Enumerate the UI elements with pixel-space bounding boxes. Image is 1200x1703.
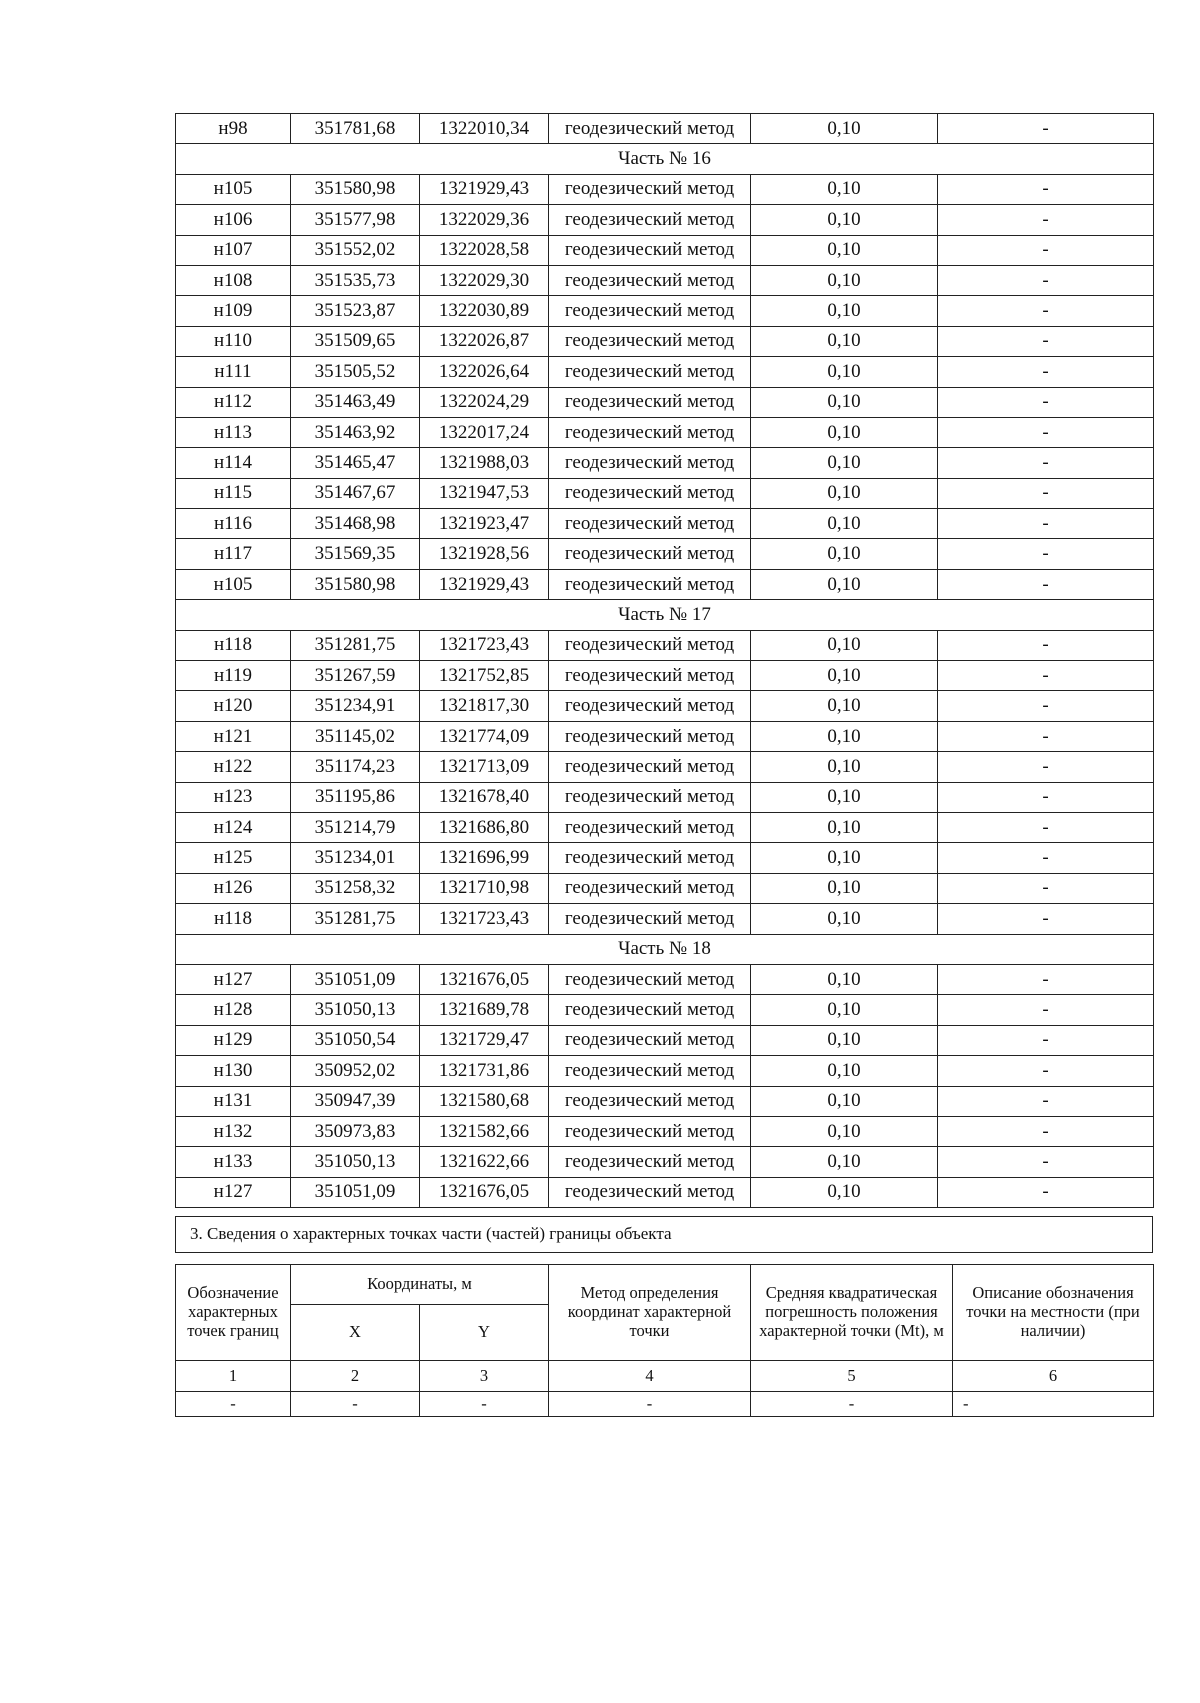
method-cell: геодезический метод — [549, 478, 751, 508]
method-cell: геодезический метод — [549, 1116, 751, 1146]
y-cell: 1321923,47 — [420, 509, 549, 539]
y-cell: 1321731,86 — [420, 1056, 549, 1086]
point-cell: н106 — [176, 205, 291, 235]
point-cell: н105 — [176, 569, 291, 599]
table-row — [176, 357, 1154, 387]
table-row — [176, 1177, 1154, 1207]
y-cell: 1321729,47 — [420, 1025, 549, 1055]
method-cell: геодезический метод — [549, 812, 751, 842]
point-cell: н126 — [176, 873, 291, 903]
x-cell: 351281,75 — [291, 630, 420, 660]
accuracy-cell: 0,10 — [751, 114, 938, 144]
x-cell: 351577,98 — [291, 205, 420, 235]
description-cell: - — [938, 1116, 1154, 1146]
description-cell: - — [938, 569, 1154, 599]
description-cell: - — [938, 752, 1154, 782]
point-cell: н109 — [176, 296, 291, 326]
y-cell: 1321710,98 — [420, 873, 549, 903]
y-cell: 1321928,56 — [420, 539, 549, 569]
point-cell: н127 — [176, 964, 291, 994]
point-cell: н117 — [176, 539, 291, 569]
y-cell: 1321686,80 — [420, 812, 549, 842]
x-cell: 351465,47 — [291, 448, 420, 478]
accuracy-cell: 0,10 — [751, 843, 938, 873]
table-row — [176, 995, 1154, 1025]
table-row — [176, 904, 1154, 934]
description-cell: - — [938, 691, 1154, 721]
accuracy-cell: 0,10 — [751, 417, 938, 447]
description-cell: - — [938, 812, 1154, 842]
header-method: Метод определения координат характерной точки — [549, 1265, 751, 1361]
x-cell: 351051,09 — [291, 1177, 420, 1207]
accuracy-cell: 0,10 — [751, 1177, 938, 1207]
table-row — [176, 569, 1154, 599]
table-row — [176, 296, 1154, 326]
method-cell: геодезический метод — [549, 873, 751, 903]
point-cell: н132 — [176, 1116, 291, 1146]
description-cell: - — [938, 661, 1154, 691]
method-cell: геодезический метод — [549, 569, 751, 599]
x-cell: 351234,91 — [291, 691, 420, 721]
description-cell: - — [938, 205, 1154, 235]
description-cell: - — [938, 1177, 1154, 1207]
accuracy-cell: 0,10 — [751, 1025, 938, 1055]
point-cell: н111 — [176, 357, 291, 387]
part-title: Часть № 17 — [176, 600, 1154, 630]
empty-cell: - — [291, 1392, 420, 1417]
x-cell: 351145,02 — [291, 721, 420, 751]
x-cell: 351523,87 — [291, 296, 420, 326]
table-row — [176, 812, 1154, 842]
description-cell: - — [938, 721, 1154, 751]
description-cell: - — [938, 1056, 1154, 1086]
method-cell: геодезический метод — [549, 1056, 751, 1086]
y-cell: 1321947,53 — [420, 478, 549, 508]
y-cell: 1321713,09 — [420, 752, 549, 782]
table-row — [176, 205, 1154, 235]
description-cell: - — [938, 964, 1154, 994]
description-cell: - — [938, 387, 1154, 417]
point-cell: н121 — [176, 721, 291, 751]
part-title: Часть № 16 — [176, 144, 1154, 174]
point-cell: н122 — [176, 752, 291, 782]
method-cell: геодезический метод — [549, 964, 751, 994]
accuracy-cell: 0,10 — [751, 296, 938, 326]
point-cell: н112 — [176, 387, 291, 417]
table-row — [176, 265, 1154, 295]
table-row — [176, 1086, 1154, 1116]
table-row — [176, 417, 1154, 447]
coordinates-table — [175, 113, 1154, 1208]
point-cell: н120 — [176, 691, 291, 721]
method-cell: геодезический метод — [549, 235, 751, 265]
method-cell: геодезический метод — [549, 752, 751, 782]
point-cell: н105 — [176, 174, 291, 204]
description-cell: - — [938, 265, 1154, 295]
method-cell: геодезический метод — [549, 1086, 751, 1116]
method-cell: геодезический метод — [549, 205, 751, 235]
method-cell: геодезический метод — [549, 448, 751, 478]
method-cell: геодезический метод — [549, 326, 751, 356]
y-cell: 1321622,66 — [420, 1147, 549, 1177]
x-cell: 351509,65 — [291, 326, 420, 356]
method-cell: геодезический метод — [549, 296, 751, 326]
x-cell: 351281,75 — [291, 904, 420, 934]
y-cell: 1321580,68 — [420, 1086, 549, 1116]
empty-cell: - — [420, 1392, 549, 1417]
table-row — [176, 630, 1154, 660]
accuracy-cell: 0,10 — [751, 265, 938, 295]
description-cell: - — [938, 539, 1154, 569]
table-row — [176, 387, 1154, 417]
table-row — [176, 114, 1154, 144]
table-row — [176, 1025, 1154, 1055]
point-cell: н129 — [176, 1025, 291, 1055]
accuracy-cell: 0,10 — [751, 478, 938, 508]
x-cell: 350947,39 — [291, 1086, 420, 1116]
empty-cell: - — [549, 1392, 751, 1417]
description-cell: - — [938, 235, 1154, 265]
accuracy-cell: 0,10 — [751, 326, 938, 356]
x-cell: 351214,79 — [291, 812, 420, 842]
description-cell: - — [938, 904, 1154, 934]
y-cell: 1321817,30 — [420, 691, 549, 721]
method-cell: геодезический метод — [549, 417, 751, 447]
x-cell: 351781,68 — [291, 114, 420, 144]
accuracy-cell: 0,10 — [751, 873, 938, 903]
y-cell: 1321752,85 — [420, 661, 549, 691]
accuracy-cell: 0,10 — [751, 387, 938, 417]
column-number: 1 — [176, 1361, 291, 1392]
column-number: 6 — [953, 1361, 1154, 1392]
table-row — [176, 873, 1154, 903]
accuracy-cell: 0,10 — [751, 1147, 938, 1177]
method-cell: геодезический метод — [549, 630, 751, 660]
table-row — [176, 174, 1154, 204]
header-x: X — [291, 1305, 420, 1361]
x-cell: 351468,98 — [291, 509, 420, 539]
x-cell: 351535,73 — [291, 265, 420, 295]
accuracy-cell: 0,10 — [751, 235, 938, 265]
x-cell: 351552,02 — [291, 235, 420, 265]
point-cell: н125 — [176, 843, 291, 873]
table-row — [176, 843, 1154, 873]
y-cell: 1321676,05 — [420, 1177, 549, 1207]
accuracy-cell: 0,10 — [751, 661, 938, 691]
y-cell: 1322026,64 — [420, 357, 549, 387]
table-row — [176, 539, 1154, 569]
accuracy-cell: 0,10 — [751, 569, 938, 599]
column-number: 2 — [291, 1361, 420, 1392]
point-cell: н133 — [176, 1147, 291, 1177]
accuracy-cell: 0,10 — [751, 174, 938, 204]
table-row — [176, 752, 1154, 782]
method-cell: геодезический метод — [549, 174, 751, 204]
y-cell: 1321723,43 — [420, 904, 549, 934]
point-cell: н127 — [176, 1177, 291, 1207]
description-cell: - — [938, 296, 1154, 326]
column-number: 5 — [751, 1361, 953, 1392]
table-row — [176, 964, 1154, 994]
x-cell: 351195,86 — [291, 782, 420, 812]
table-row — [176, 235, 1154, 265]
accuracy-cell: 0,10 — [751, 1116, 938, 1146]
accuracy-cell: 0,10 — [751, 904, 938, 934]
x-cell: 351050,13 — [291, 995, 420, 1025]
x-cell: 351050,13 — [291, 1147, 420, 1177]
empty-cell: - — [953, 1392, 1154, 1417]
table-row — [176, 782, 1154, 812]
description-cell: - — [938, 114, 1154, 144]
section3-table — [175, 1264, 1154, 1417]
y-cell: 1321689,78 — [420, 995, 549, 1025]
table-row — [176, 721, 1154, 751]
method-cell: геодезический метод — [549, 265, 751, 295]
y-cell: 1321723,43 — [420, 630, 549, 660]
accuracy-cell: 0,10 — [751, 205, 938, 235]
accuracy-cell: 0,10 — [751, 630, 938, 660]
point-cell: н108 — [176, 265, 291, 295]
x-cell: 350973,83 — [291, 1116, 420, 1146]
part-title: Часть № 18 — [176, 934, 1154, 964]
x-cell: 351463,49 — [291, 387, 420, 417]
accuracy-cell: 0,10 — [751, 539, 938, 569]
empty-cell: - — [751, 1392, 953, 1417]
y-cell: 1322029,36 — [420, 205, 549, 235]
description-cell: - — [938, 843, 1154, 873]
column-number: 4 — [549, 1361, 751, 1392]
description-cell: - — [938, 782, 1154, 812]
point-cell: н98 — [176, 114, 291, 144]
table-row — [176, 478, 1154, 508]
header-coordinates: Координаты, м — [291, 1265, 549, 1305]
description-cell: - — [938, 478, 1154, 508]
point-cell: н118 — [176, 904, 291, 934]
description-cell: - — [938, 357, 1154, 387]
column-number: 3 — [420, 1361, 549, 1392]
y-cell: 1322024,29 — [420, 387, 549, 417]
section3-heading: 3. Сведения о характерных точках части (частей) границы объекта — [175, 1216, 1153, 1253]
description-cell: - — [938, 1025, 1154, 1055]
header-point-designation: Обозначение характерных точек границ — [176, 1265, 291, 1361]
method-cell: геодезический метод — [549, 387, 751, 417]
table-row — [176, 509, 1154, 539]
point-cell: н114 — [176, 448, 291, 478]
accuracy-cell: 0,10 — [751, 721, 938, 751]
method-cell: геодезический метод — [549, 1147, 751, 1177]
point-cell: н128 — [176, 995, 291, 1025]
x-cell: 351580,98 — [291, 174, 420, 204]
description-cell: - — [938, 326, 1154, 356]
x-cell: 351467,67 — [291, 478, 420, 508]
accuracy-cell: 0,10 — [751, 812, 938, 842]
part-title-row — [176, 600, 1154, 630]
point-cell: н113 — [176, 417, 291, 447]
point-cell: н118 — [176, 630, 291, 660]
description-cell: - — [938, 448, 1154, 478]
x-cell: 351234,01 — [291, 843, 420, 873]
x-cell: 351050,54 — [291, 1025, 420, 1055]
x-cell: 351267,59 — [291, 661, 420, 691]
y-cell: 1321676,05 — [420, 964, 549, 994]
method-cell: геодезический метод — [549, 843, 751, 873]
y-cell: 1321696,99 — [420, 843, 549, 873]
x-cell: 351174,23 — [291, 752, 420, 782]
header-y: Y — [420, 1305, 549, 1361]
description-cell: - — [938, 995, 1154, 1025]
y-cell: 1321988,03 — [420, 448, 549, 478]
point-cell: н130 — [176, 1056, 291, 1086]
point-cell: н124 — [176, 812, 291, 842]
point-cell: н123 — [176, 782, 291, 812]
method-cell: геодезический метод — [549, 721, 751, 751]
accuracy-cell: 0,10 — [751, 1056, 938, 1086]
x-cell: 351580,98 — [291, 569, 420, 599]
table-row — [176, 661, 1154, 691]
empty-cell: - — [176, 1392, 291, 1417]
header-description: Описание обозначения точки на местности (при наличии) — [953, 1265, 1154, 1361]
y-cell: 1321582,66 — [420, 1116, 549, 1146]
accuracy-cell: 0,10 — [751, 691, 938, 721]
point-cell: н110 — [176, 326, 291, 356]
x-cell: 351258,32 — [291, 873, 420, 903]
point-cell: н119 — [176, 661, 291, 691]
x-cell: 350952,02 — [291, 1056, 420, 1086]
method-cell: геодезический метод — [549, 357, 751, 387]
x-cell: 351505,52 — [291, 357, 420, 387]
method-cell: геодезический метод — [549, 1177, 751, 1207]
y-cell: 1322017,24 — [420, 417, 549, 447]
y-cell: 1322010,34 — [420, 114, 549, 144]
header-accuracy: Средняя квадратическая погрешность положения характерной точки (Mt), м — [751, 1265, 953, 1361]
accuracy-cell: 0,10 — [751, 357, 938, 387]
y-cell: 1322030,89 — [420, 296, 549, 326]
point-cell: н107 — [176, 235, 291, 265]
table-row — [176, 448, 1154, 478]
method-cell: геодезический метод — [549, 904, 751, 934]
table-row — [176, 326, 1154, 356]
y-cell: 1321929,43 — [420, 174, 549, 204]
coordinates-table-body — [176, 114, 1154, 1208]
point-cell: н115 — [176, 478, 291, 508]
description-cell: - — [938, 174, 1154, 204]
accuracy-cell: 0,10 — [751, 448, 938, 478]
part-title-row — [176, 934, 1154, 964]
method-cell: геодезический метод — [549, 995, 751, 1025]
description-cell: - — [938, 630, 1154, 660]
description-cell: - — [938, 1086, 1154, 1116]
description-cell: - — [938, 509, 1154, 539]
y-cell: 1321774,09 — [420, 721, 549, 751]
point-cell: н131 — [176, 1086, 291, 1116]
x-cell: 351051,09 — [291, 964, 420, 994]
method-cell: геодезический метод — [549, 539, 751, 569]
method-cell: геодезический метод — [549, 661, 751, 691]
y-cell: 1322026,87 — [420, 326, 549, 356]
table-row — [176, 691, 1154, 721]
x-cell: 351463,92 — [291, 417, 420, 447]
description-cell: - — [938, 873, 1154, 903]
method-cell: геодезический метод — [549, 509, 751, 539]
method-cell: геодезический метод — [549, 782, 751, 812]
table-row — [176, 1147, 1154, 1177]
table-row — [176, 1056, 1154, 1086]
y-cell: 1322028,58 — [420, 235, 549, 265]
table-row — [176, 1116, 1154, 1146]
method-cell: геодезический метод — [549, 691, 751, 721]
method-cell: геодезический метод — [549, 114, 751, 144]
accuracy-cell: 0,10 — [751, 1086, 938, 1116]
accuracy-cell: 0,10 — [751, 782, 938, 812]
accuracy-cell: 0,10 — [751, 752, 938, 782]
x-cell: 351569,35 — [291, 539, 420, 569]
accuracy-cell: 0,10 — [751, 509, 938, 539]
accuracy-cell: 0,10 — [751, 964, 938, 994]
description-cell: - — [938, 417, 1154, 447]
description-cell: - — [938, 1147, 1154, 1177]
y-cell: 1321929,43 — [420, 569, 549, 599]
method-cell: геодезический метод — [549, 1025, 751, 1055]
part-title-row — [176, 144, 1154, 174]
point-cell: н116 — [176, 509, 291, 539]
y-cell: 1322029,30 — [420, 265, 549, 295]
accuracy-cell: 0,10 — [751, 995, 938, 1025]
y-cell: 1321678,40 — [420, 782, 549, 812]
